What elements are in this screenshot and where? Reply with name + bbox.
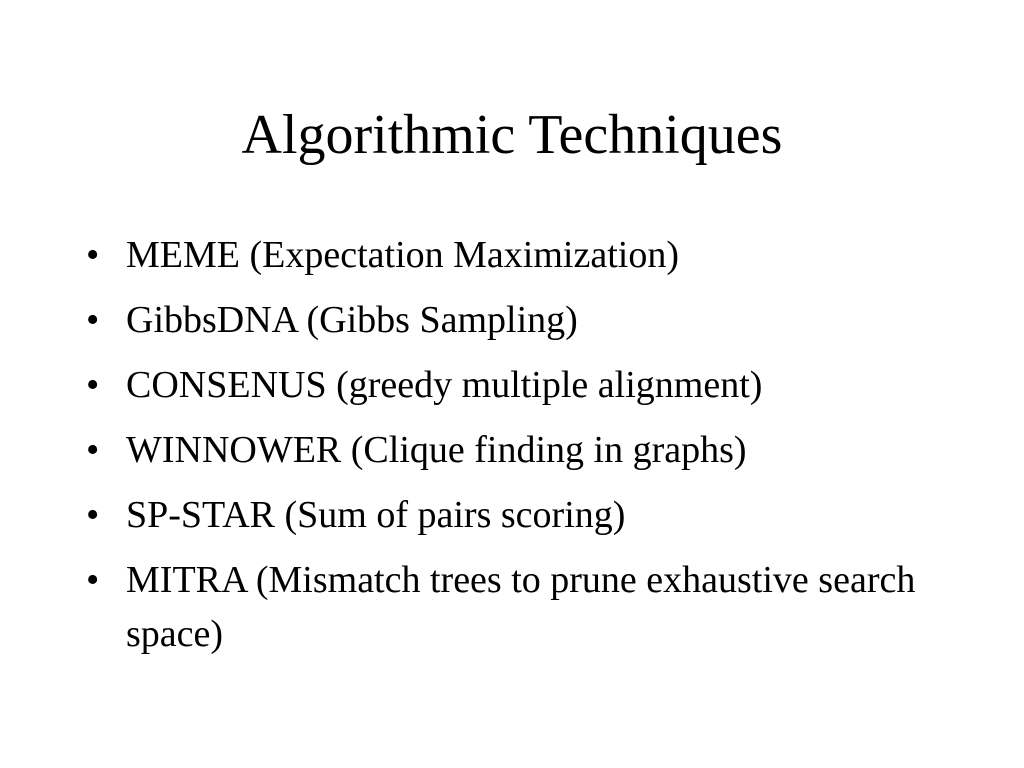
- bullet-icon: •: [86, 429, 100, 471]
- bullet-text: GibbsDNA (Gibbs Sampling): [126, 299, 578, 341]
- bullet-icon: •: [86, 494, 100, 536]
- slide-title: Algorithmic Techniques: [241, 104, 783, 166]
- list-item: [86, 423, 966, 477]
- bullet-text: MEME (Expectation Maximization): [126, 234, 679, 276]
- list-item: [86, 553, 966, 661]
- bullet-text: CONSENUS (greedy multiple alignment): [126, 364, 763, 406]
- bullet-icon: •: [86, 234, 100, 276]
- list-item: [86, 293, 966, 347]
- bullet-text: MITRA (Mismatch trees to prune exhaustive search space): [126, 559, 916, 655]
- bullet-icon: •: [86, 299, 100, 341]
- list-item: [86, 228, 966, 282]
- list-item: [86, 488, 966, 542]
- bullet-icon: •: [86, 364, 100, 406]
- bullet-icon: •: [86, 559, 100, 601]
- bullet-text: SP-STAR (Sum of pairs scoring): [126, 494, 626, 536]
- list-item: [86, 358, 966, 412]
- bullet-text: WINNOWER (Clique finding in graphs): [126, 429, 747, 471]
- bullet-list: [86, 228, 966, 672]
